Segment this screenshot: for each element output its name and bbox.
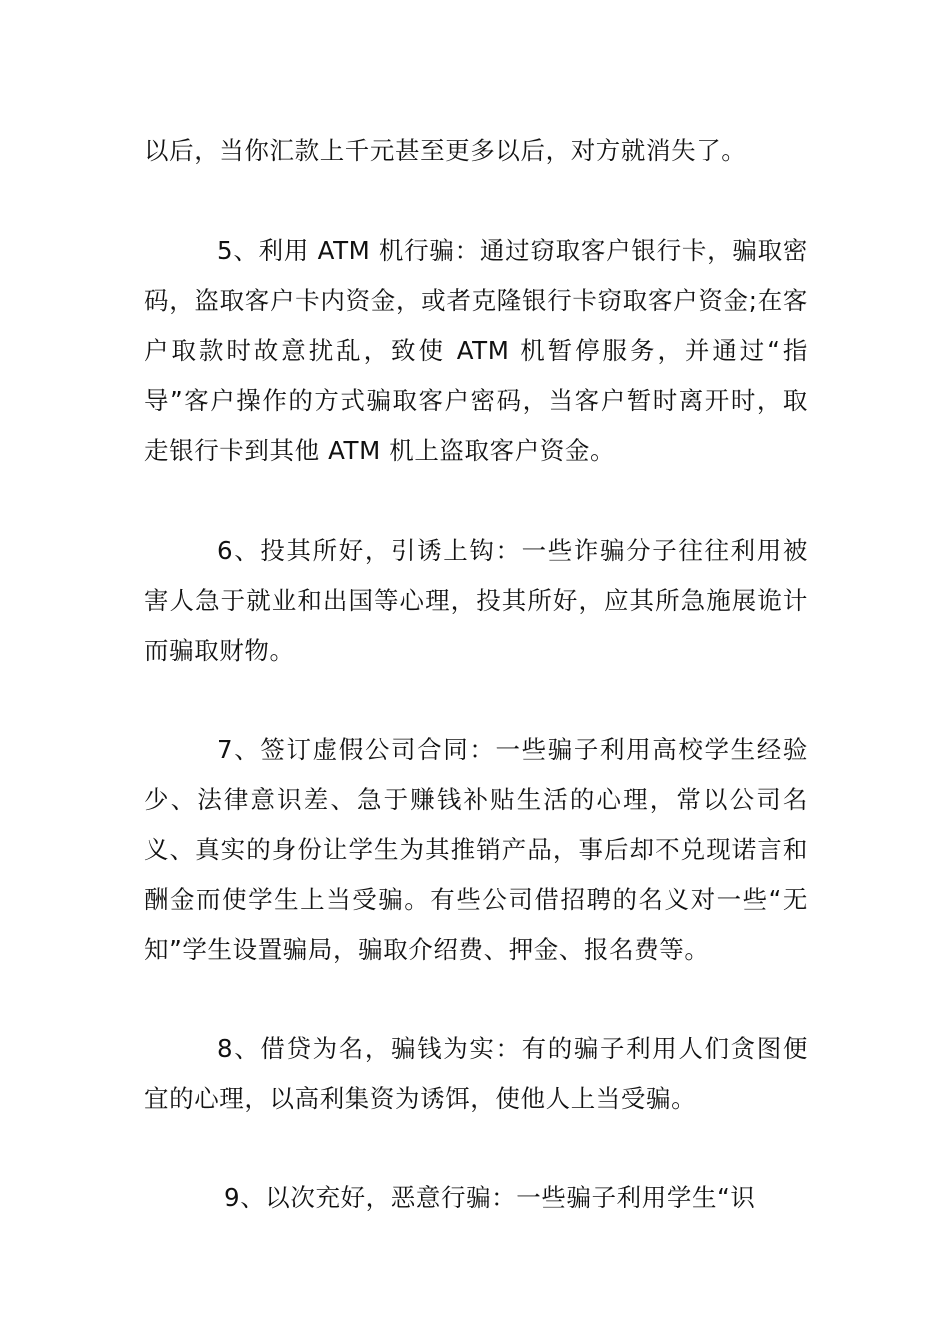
- paragraph-substandard-goods: 9、以次充好，恶意行骗：一些骗子利用学生“识: [224, 1183, 756, 1212]
- paragraph-continuation: 以后，当你汇款上千元甚至更多以后，对方就消失了。: [144, 136, 747, 165]
- paragraph-fake-contract: 7、签订虚假公司合同：一些骗子利用高校学生经验少、法律意识差、急于赚钱补贴生活的心理，常以公司名义、真实的身份让学生为其推销产品，事后却不兑现诺言和酬金而使学生上当受骗。有些公司借招聘的名义对一些“无知”学生设置骗局，骗取介绍费、押金、报名费等。: [144, 735, 808, 964]
- paragraph-lure-fraud: 6、投其所好，引诱上钩：一些诈骗分子往往利用被害人急于就业和出国等心理，投其所好，应其所急施展诡计而骗取财物。: [144, 536, 808, 665]
- paragraph-loan-fraud: 8、借贷为名，骗钱为实：有的骗子利用人们贪图便宜的心理，以高利集资为诱饵，使他人上当受骗。: [144, 1034, 808, 1113]
- paragraph-atm-fraud: 5、利用 ATM 机行骗：通过窃取客户银行卡，骗取密码，盗取客户卡内资金，或者克隆银行卡窃取客户资金;在客户取款时故意扰乱，致使 ATM 机暂停服务，并通过“指导”客户操作的方式骗取客户密码，当客户暂时离开时，取走银行卡到其他 ATM 机上盗取客户资金。: [144, 236, 808, 465]
